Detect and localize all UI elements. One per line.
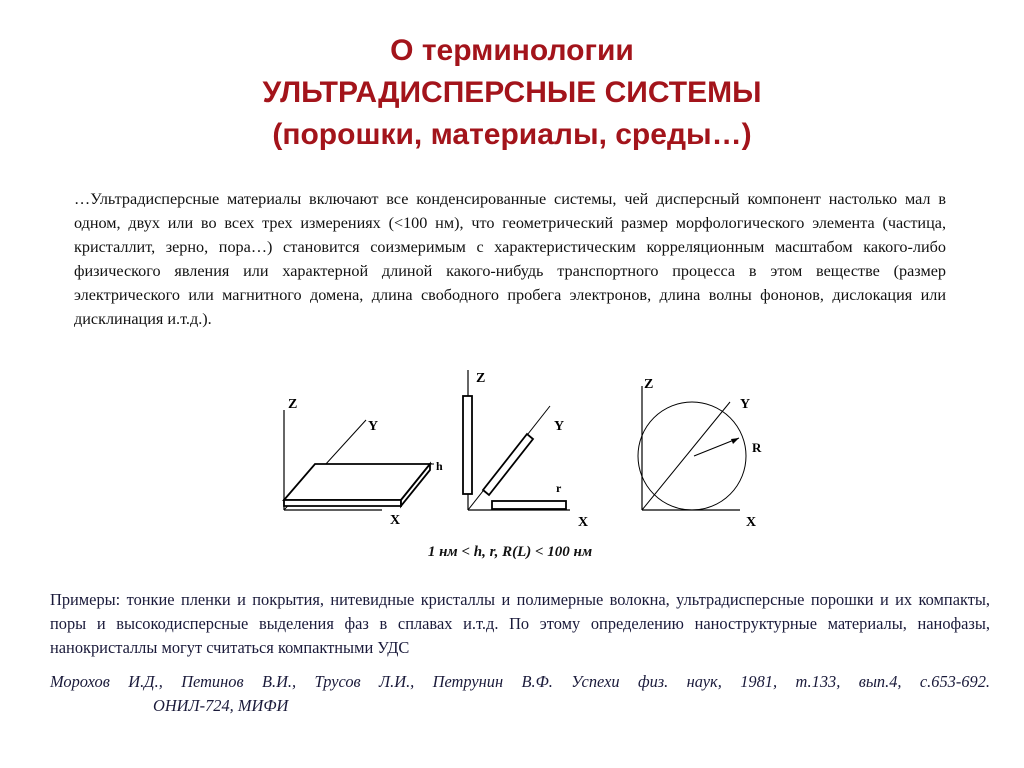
horizontal-rod <box>492 501 566 509</box>
panel2-y-label: Y <box>554 419 565 434</box>
panel-film <box>284 397 443 528</box>
panel2-r-label: r <box>556 481 562 495</box>
panel1-z-label: Z <box>288 397 298 412</box>
title-line-1: О терминологии <box>390 34 634 67</box>
dimension-figure <box>270 362 770 542</box>
vertical-rod <box>463 396 472 494</box>
figure-svg <box>270 362 770 542</box>
slide-title <box>0 30 1024 156</box>
panel3-x-label: X <box>746 515 757 530</box>
panel1-y-label: Y <box>368 419 379 434</box>
panel1-x-label: X <box>390 513 401 528</box>
reference-authors: Морохов И.Д., Петинов В.И., Трусов Л.И., Петрунин В.Ф. Успехи физ. наук, 1981, т.133, вып.4, с.653-692. <box>50 672 990 691</box>
panel3-z-label: Z <box>644 377 654 392</box>
panel-fibers <box>463 370 588 530</box>
reference-org: ОНИЛ-724, МИФИ <box>153 696 289 715</box>
examples-paragraph: Примеры: тонкие пленки и покрытия, нитевидные кристаллы и полимерные волокна, ультрадисперсные порошки и их компакты, поры и высокодисперсные выделения фаз в сплавах и.т.д. По этому определению наноструктурные материалы, нанофазы, нанокристаллы могут считаться компактными УДС <box>50 590 990 657</box>
film-front-face <box>284 500 401 506</box>
radius-arrowhead <box>731 438 739 444</box>
particle-circle <box>638 402 746 510</box>
panel2-x-label: X <box>578 515 589 530</box>
size-formula: 1 нм < h, r, R(L) < 100 нм <box>427 544 593 560</box>
panel3-y-axis <box>642 402 730 510</box>
reference-citation <box>50 670 990 718</box>
panel2-z-label: Z <box>476 371 486 386</box>
diagonal-rod <box>483 434 533 495</box>
title-line-2: УЛЬТРАДИСПЕРСНЫЕ СИСТЕМЫ <box>262 76 762 109</box>
panel3-y-label: Y <box>740 397 751 412</box>
definition-paragraph: …Ультрадисперсные материалы включают все конденсированные системы, чей дисперсный компонент настолько мал в одном, двух или во всех трех измерениях (<100 нм), что геометрический размер морфологического элемента (частица, кристаллит, зерно, пора…) становится соизмеримым с характеристическим корреляционным масштабом какого-либо физического явления или характерной длиной какого-нибудь транспортного процесса в этом веществе (размер электрического или магнитного домена, длина свободного пробега электронов, длина волны фононов, дислокация или дисклинация и.т.д.). <box>74 190 946 329</box>
panel1-h-label: h <box>436 459 443 473</box>
panel-particle <box>638 377 762 530</box>
panel3-r-label: R <box>752 440 762 455</box>
title-line-3: (порошки, материалы, среды…) <box>272 118 752 151</box>
